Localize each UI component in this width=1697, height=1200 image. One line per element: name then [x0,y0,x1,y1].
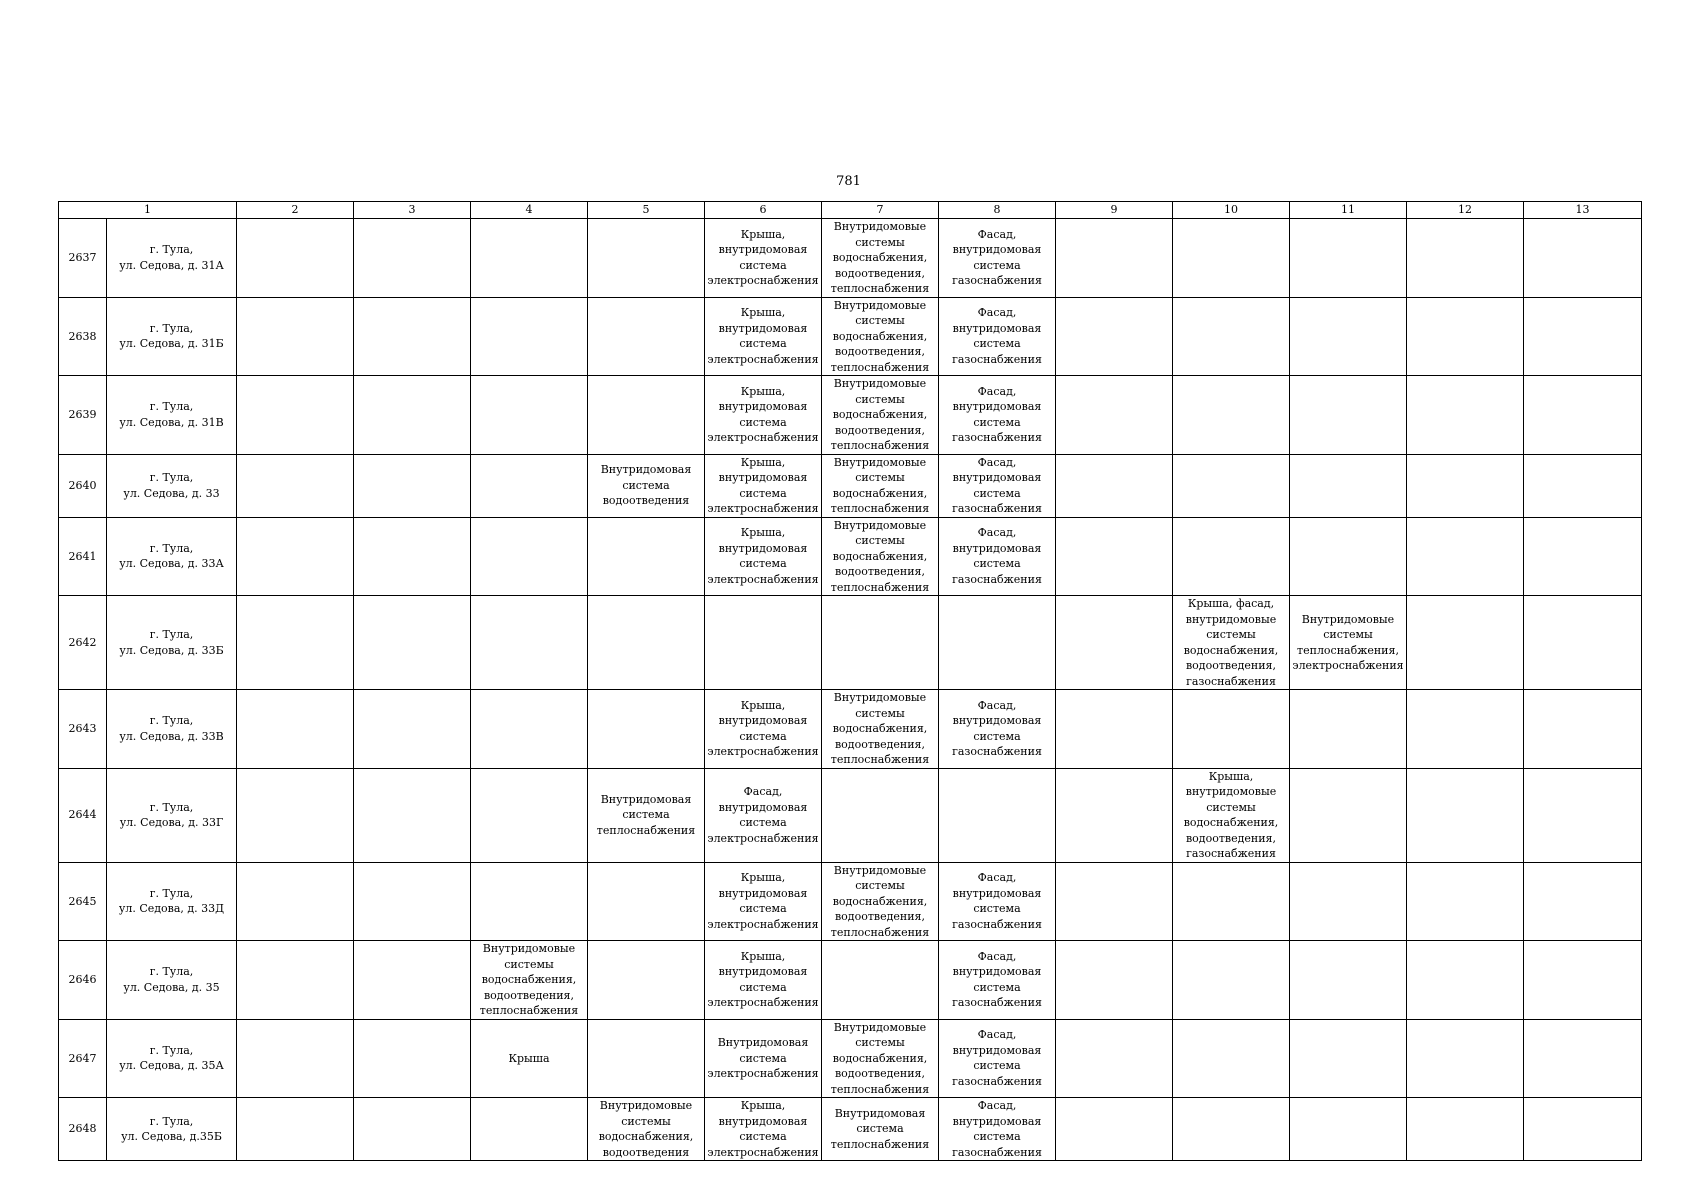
work-cell [588,1019,705,1098]
address-city: г. Тула, [149,714,194,728]
table-row [59,690,1642,769]
work-cell [237,297,354,376]
column-number: 6 [705,202,822,219]
table-row [59,219,1642,298]
work-cell [1056,517,1173,596]
work-cell [1524,768,1642,862]
work-cell [1524,596,1642,690]
work-cell [588,297,705,376]
work-cell [1173,297,1290,376]
work-cell [1407,517,1524,596]
address-city: г. Тула, [149,628,194,641]
work-schedule-table [58,201,1642,1161]
work-cell [1524,1098,1642,1161]
work-cell: Крыша, внутридомовая система электроснабжения [705,454,822,517]
work-cell [1290,768,1407,862]
work-cell: Фасад, внутридомовая система газоснабжения [939,297,1056,376]
address-city: г. Тула, [149,886,194,900]
address-street: ул. Седова, д. 31В [119,415,224,429]
work-cell: Внутридомовые системы водоснабжения, водоотведения, теплоснабжения [822,376,939,455]
work-cell [588,862,705,941]
column-number: 2 [237,202,354,219]
work-cell: Фасад, внутридомовая система газоснабжения [939,454,1056,517]
work-cell: Крыша, фасад, внутридомовые системы водоснабжения, водоотведения, газоснабжения [1173,596,1290,690]
work-cell [588,596,705,690]
address-cell [107,454,237,517]
work-cell [705,596,822,690]
work-cell: Внутридомовые системы водоснабжения, водоотведения [588,1098,705,1161]
work-cell [354,454,471,517]
work-cell [471,862,588,941]
address-cell [107,596,237,690]
work-cell: Крыша, внутридомовая система электроснабжения [705,1098,822,1161]
work-cell [588,517,705,596]
work-cell [237,862,354,941]
work-cell [1290,1019,1407,1098]
work-cell: Крыша, внутридомовая система электроснабжения [705,517,822,596]
work-cell: Внутридомовые системы водоснабжения, водоотведения, теплоснабжения [822,517,939,596]
work-cell [1056,454,1173,517]
column-number: 4 [471,202,588,219]
work-cell [237,1019,354,1098]
work-cell [1056,376,1173,455]
work-cell [237,1098,354,1161]
work-cell [471,297,588,376]
row-number: 2646 [59,941,107,1020]
work-cell [588,376,705,455]
column-number: 3 [354,202,471,219]
work-cell: Фасад, внутридомовая система газоснабжения [939,1098,1056,1161]
work-cell [1056,219,1173,298]
work-cell [1524,690,1642,769]
work-cell [1407,1019,1524,1098]
work-cell [1173,1019,1290,1098]
work-cell [1056,690,1173,769]
work-cell [939,596,1056,690]
work-cell [588,219,705,298]
work-cell [1407,219,1524,298]
column-number: 1 [59,202,237,219]
work-cell: Фасад, внутридомовая система газоснабжения [939,219,1056,298]
work-cell [1173,1098,1290,1161]
work-cell [1407,941,1524,1020]
table-row [59,941,1642,1020]
work-cell [1524,941,1642,1020]
work-cell [1407,690,1524,769]
work-cell [237,690,354,769]
column-number: 8 [939,202,1056,219]
table-row [59,768,1642,862]
column-number: 5 [588,202,705,219]
row-number: 2641 [59,517,107,596]
work-cell [1524,1019,1642,1098]
work-cell: Внутридомовая система теплоснабжения [822,1098,939,1161]
work-cell [1056,596,1173,690]
work-cell [471,517,588,596]
row-number: 2640 [59,454,107,517]
address-city: г. Тула, [149,1114,194,1128]
work-cell [354,690,471,769]
work-cell [237,219,354,298]
work-cell [1056,862,1173,941]
address-cell [107,517,237,596]
row-number: 2648 [59,1098,107,1161]
work-cell [588,690,705,769]
work-cell [1524,454,1642,517]
work-cell: Крыша, внутридомовая система электроснабжения [705,219,822,298]
address-city: г. Тула, [149,400,194,414]
address-cell [107,219,237,298]
work-cell [1173,517,1290,596]
address-city: г. Тула, [149,800,194,814]
work-cell: Крыша [471,1019,588,1098]
work-cell [237,517,354,596]
table-row [59,596,1642,690]
work-cell [354,219,471,298]
row-number: 2637 [59,219,107,298]
column-number-row [59,202,1642,219]
row-number: 2642 [59,596,107,690]
work-cell [1290,219,1407,298]
work-cell [1407,1098,1524,1161]
work-cell: Фасад, внутридомовая система газоснабжения [939,1019,1056,1098]
work-cell [1056,768,1173,862]
work-cell [1056,1098,1173,1161]
work-cell [1407,376,1524,455]
address-street: ул. Седова, д. 33Г [119,816,224,829]
work-cell: Внутридомовые системы водоснабжения, водоотведения, теплоснабжения [471,941,588,1020]
work-cell [471,690,588,769]
work-cell [354,517,471,596]
work-cell [1290,376,1407,455]
work-cell: Внутридомовые системы водоснабжения, водоотведения, теплоснабжения [822,219,939,298]
address-city: г. Тула, [149,965,194,979]
address-street: ул. Седова, д. 33В [119,729,224,743]
work-cell: Внутридомовая система водоотведения [588,454,705,517]
work-cell [822,768,939,862]
work-cell [822,596,939,690]
work-cell: Внутридомовые системы водоснабжения, водоотведения, теплоснабжения [822,1019,939,1098]
work-cell [1524,517,1642,596]
work-cell: Крыша, внутридомовая система электроснабжения [705,690,822,769]
address-city: г. Тула, [149,471,194,484]
column-number: 12 [1407,202,1524,219]
address-cell [107,376,237,455]
work-cell [1524,862,1642,941]
column-number: 9 [1056,202,1173,219]
work-cell [1407,454,1524,517]
address-city: г. Тула, [149,541,194,555]
work-cell [1056,297,1173,376]
work-cell [471,1098,588,1161]
address-street: ул. Седова, д. 33Д [118,902,225,916]
work-cell: Фасад, внутридомовая система газоснабжения [939,941,1056,1020]
column-number: 10 [1173,202,1290,219]
work-cell [1056,941,1173,1020]
address-street: ул. Седова, д. 31А [119,258,224,272]
work-cell [237,454,354,517]
address-street: ул. Седова, д. 33Б [119,643,224,657]
work-cell [822,941,939,1020]
page-number: 781 [836,174,861,189]
work-cell: Фасад, внутридомовая система газоснабжения [939,862,1056,941]
address-street: ул. Седова, д. 33 [123,486,220,500]
work-cell [588,941,705,1020]
address-street: ул. Седова, д. 35А [119,1059,224,1073]
work-cell: Внутридомовая система теплоснабжения [588,768,705,862]
address-street: ул. Седова, д.35Б [121,1130,222,1143]
work-cell [354,1019,471,1098]
address-cell [107,862,237,941]
work-cell: Внутридомовые системы водоснабжения, водоотведения, теплоснабжения [822,690,939,769]
work-cell: Внутридомовые системы водоснабжения, теплоснабжения [822,454,939,517]
work-cell [1173,219,1290,298]
work-cell [471,596,588,690]
work-cell [1290,862,1407,941]
work-cell [1290,941,1407,1020]
work-cell [1173,376,1290,455]
work-cell: Крыша, внутридомовая система электроснабжения [705,297,822,376]
work-cell [1290,297,1407,376]
work-cell: Фасад, внутридомовая система газоснабжения [939,517,1056,596]
work-cell [354,1098,471,1161]
work-cell: Крыша, внутридомовая система электроснабжения [705,941,822,1020]
work-cell [354,941,471,1020]
work-cell [939,768,1056,862]
work-cell [471,376,588,455]
table-row [59,297,1642,376]
column-number: 7 [822,202,939,219]
work-cell: Фасад, внутридомовая система газоснабжения [939,690,1056,769]
row-number: 2643 [59,690,107,769]
work-cell [1407,596,1524,690]
work-cell [354,376,471,455]
address-street: ул. Седова, д. 35 [123,980,220,994]
work-cell [1290,454,1407,517]
work-cell: Внутридомовые системы водоснабжения, водоотведения, теплоснабжения [822,297,939,376]
address-cell [107,941,237,1020]
work-cell: Крыша, внутридомовая система электроснабжения [705,862,822,941]
work-cell [1407,862,1524,941]
work-cell [354,596,471,690]
work-cell [1407,768,1524,862]
work-cell [237,768,354,862]
address-city: г. Тула, [149,321,194,335]
address-cell [107,690,237,769]
work-cell [471,219,588,298]
work-cell [1173,862,1290,941]
work-cell [354,768,471,862]
row-number: 2645 [59,862,107,941]
work-cell: Крыша, внутридомовые системы водоснабжения, водоотведения, газоснабжения [1173,768,1290,862]
work-cell [354,862,471,941]
work-cell: Внутридомовые системы теплоснабжения, электроснабжения [1290,596,1407,690]
address-cell [107,768,237,862]
row-number: 2638 [59,297,107,376]
table-row [59,1019,1642,1098]
row-number: 2644 [59,768,107,862]
work-cell [1290,690,1407,769]
work-cell: Крыша, внутридомовая система электроснабжения [705,376,822,455]
table-row [59,517,1642,596]
work-cell [237,596,354,690]
work-cell [1290,1098,1407,1161]
address-street: ул. Седова, д. 31Б [119,337,224,351]
work-cell [1407,297,1524,376]
work-cell [1524,376,1642,455]
table-row [59,454,1642,517]
work-cell: Внутридомовая система электроснабжения [705,1019,822,1098]
work-cell: Фасад, внутридомовая система электроснабжения [705,768,822,862]
work-cell [237,376,354,455]
work-cell [1290,517,1407,596]
column-number: 11 [1290,202,1407,219]
table-row [59,862,1642,941]
work-cell [1173,454,1290,517]
table-row [59,376,1642,455]
work-cell [1173,941,1290,1020]
work-cell [354,297,471,376]
work-cell [471,768,588,862]
work-cell [1056,1019,1173,1098]
work-cell [237,941,354,1020]
work-cell: Внутридомовые системы водоснабжения, водоотведения, теплоснабжения [822,862,939,941]
address-cell [107,297,237,376]
address-cell [107,1019,237,1098]
work-cell [1173,690,1290,769]
row-number: 2639 [59,376,107,455]
address-city: г. Тула, [149,1043,194,1057]
work-cell [1524,297,1642,376]
address-cell [107,1098,237,1161]
work-cell [471,454,588,517]
row-number: 2647 [59,1019,107,1098]
column-number: 13 [1524,202,1642,219]
address-city: г. Тула, [149,243,194,257]
work-cell: Фасад, внутридомовая система газоснабжения [939,376,1056,455]
table-row [59,1098,1642,1161]
work-cell [1524,219,1642,298]
address-street: ул. Седова, д. 33А [119,557,224,571]
